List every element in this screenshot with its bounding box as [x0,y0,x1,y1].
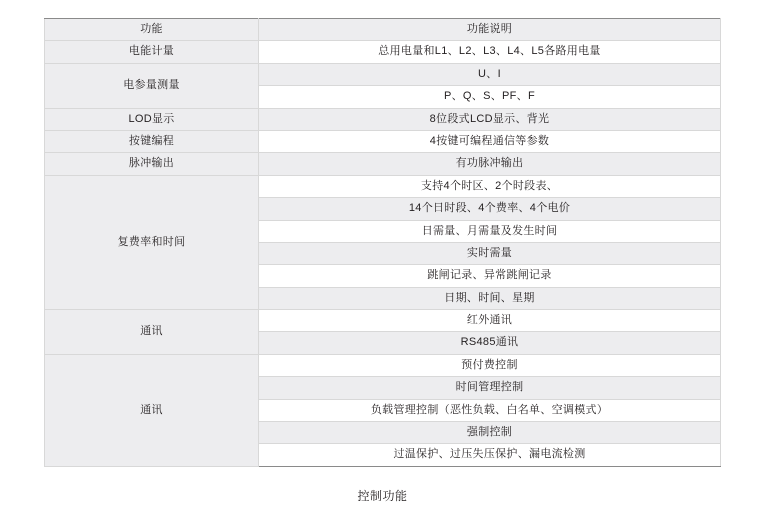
spec-table-container [44,18,721,467]
table-cell-description: RS485通讯 [259,332,721,354]
table-cell-feature: 电参量测量 [45,63,259,108]
table-cell-description: 强制控制 [259,422,721,444]
table-cell-description: 有功脉冲输出 [259,153,721,175]
table-cell-description: 过温保护、过压失压保护、漏电流检测 [259,444,721,466]
table-cell-description: 预付费控制 [259,354,721,376]
table-cell-description: 负载管理控制（恶性负载、白名单、空调模式） [259,399,721,421]
table-cell-feature: LOD显示 [45,108,259,130]
table-cell-description: 红外通讯 [259,310,721,332]
table-cell-description: 14个日时段、4个费率、4个电价 [259,198,721,220]
table-caption: 控制功能 [357,489,408,503]
table-cell-description: 8位段式LCD显示、背光 [259,108,721,130]
table-cell-description: 支持4个时区、2个时段表、 [259,175,721,197]
table-row [45,175,721,197]
table-header-row [45,19,721,41]
table-cell-feature: 按键编程 [45,130,259,152]
table-cell-description: 总用电量和L1、L2、L3、L4、L5各路用电量 [259,41,721,63]
spec-table [44,18,721,467]
table-row [45,130,721,152]
table-cell-description: 日期、时间、星期 [259,287,721,309]
table-cell-description: 时间管理控制 [259,377,721,399]
table-cell-feature: 通讯 [45,310,259,355]
table-row [45,41,721,63]
table-cell-description: U、I [259,63,721,85]
table-row [45,310,721,332]
table-cell-feature: 电能计量 [45,41,259,63]
table-row [45,108,721,130]
table-cell-feature: 复费率和时间 [45,175,259,309]
table-row [45,153,721,175]
table-cell-description: 跳闸记录、异常跳闸记录 [259,265,721,287]
table-header-feature: 功能 [45,19,259,41]
table-cell-description: 日需量、月需量及发生时间 [259,220,721,242]
table-row [45,63,721,85]
table-cell-description: 实时需量 [259,242,721,264]
table-row [45,354,721,376]
table-header-description: 功能说明 [259,19,721,41]
table-cell-description: P、Q、S、PF、F [259,86,721,108]
table-cell-feature: 脉冲输出 [45,153,259,175]
table-cell-feature: 通讯 [45,354,259,466]
table-cell-description: 4按键可编程通信等参数 [259,130,721,152]
